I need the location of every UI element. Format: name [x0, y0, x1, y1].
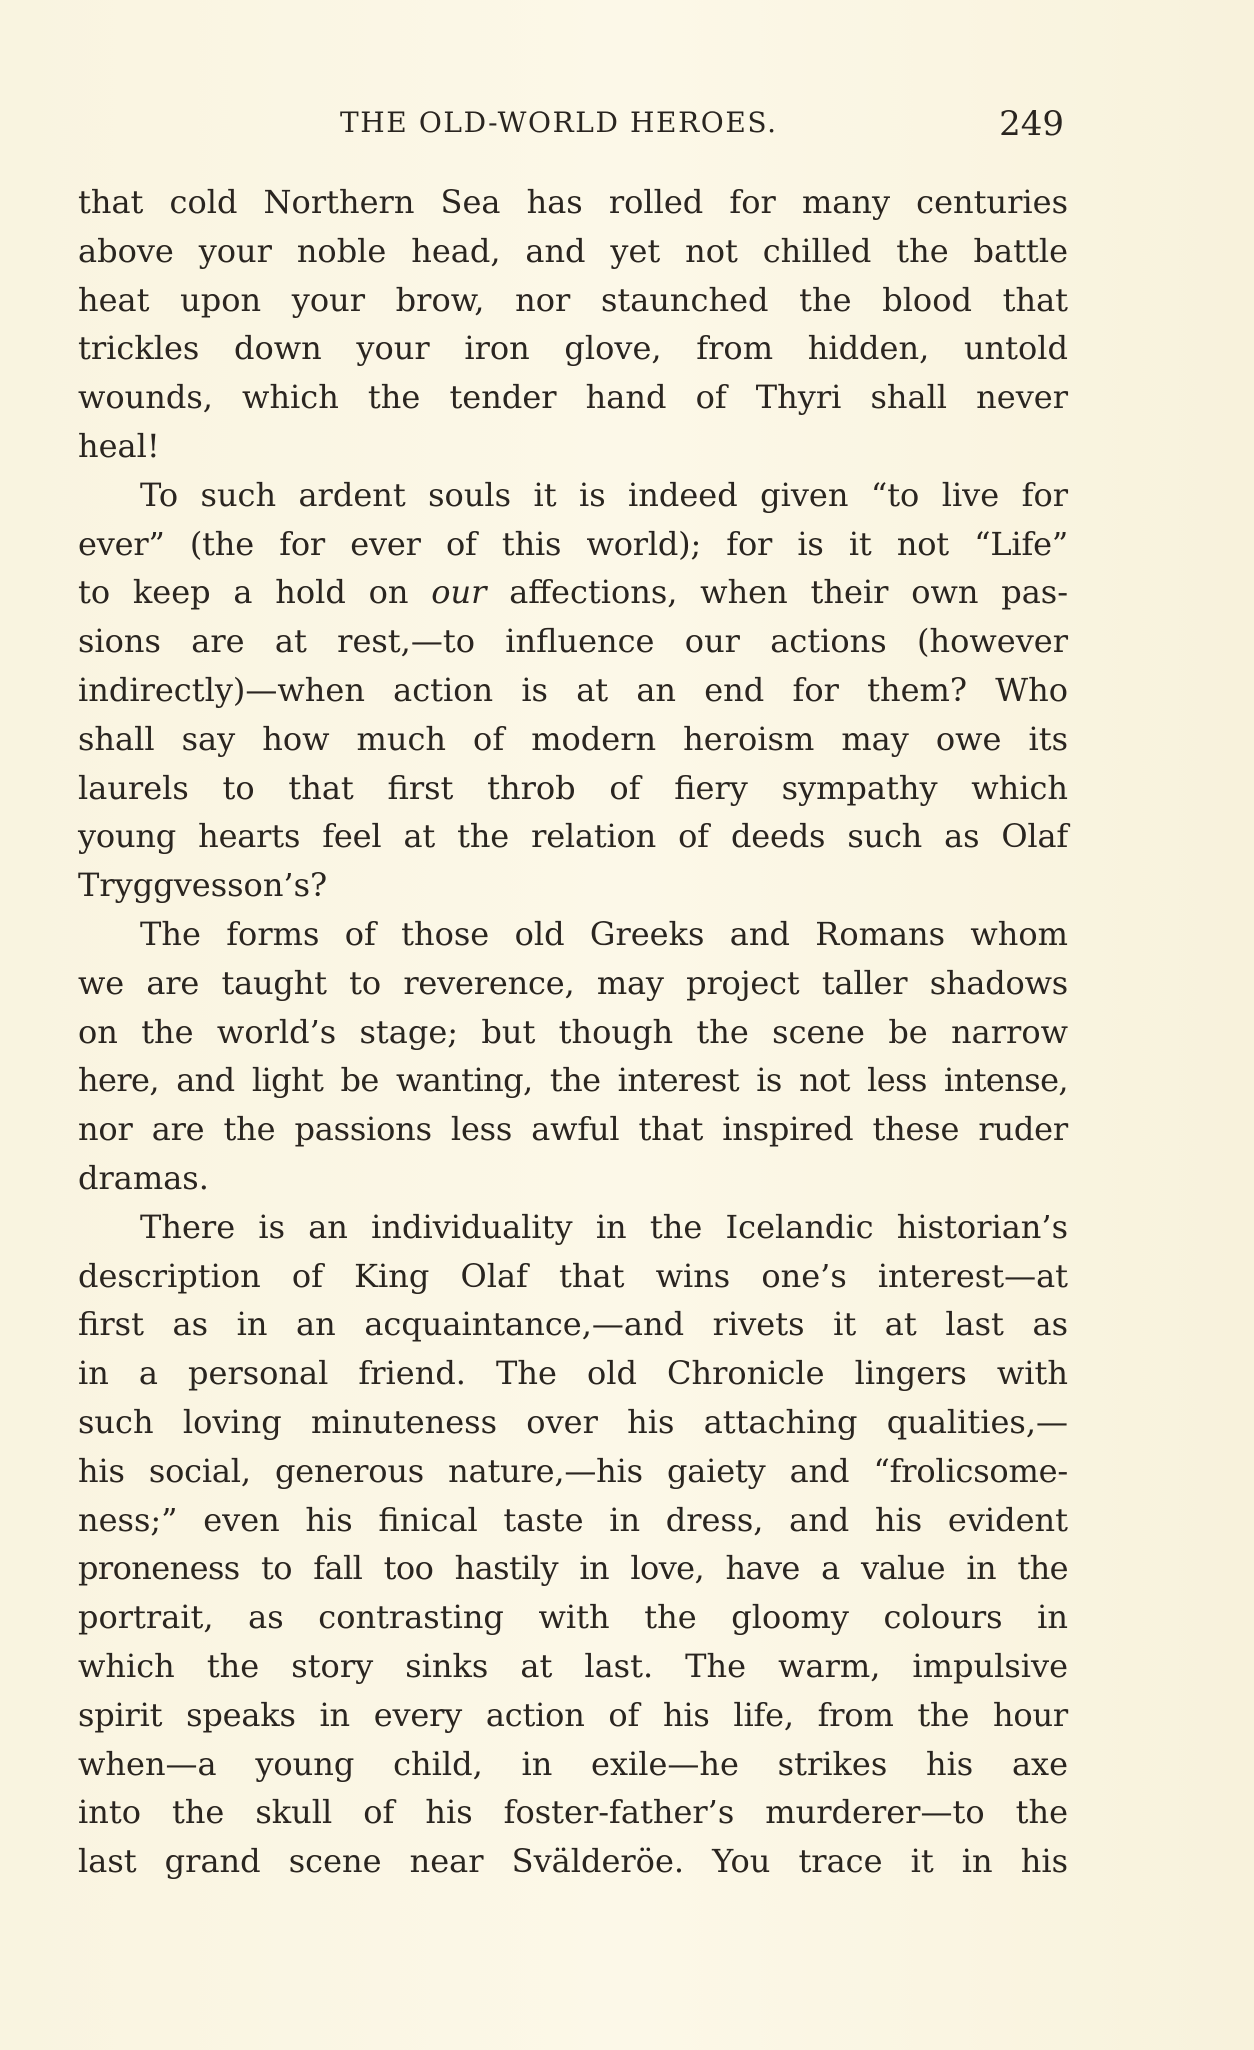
text-line: we are taught to reverence, may project taller shadows: [78, 963, 1068, 1002]
text-line: description of King Olaf that wins one’s interest—at: [78, 1256, 1068, 1295]
text-line: laurels to that first throb of fiery sympathy which: [78, 768, 1068, 807]
text-line: young hearts feel at the relation of deeds such as Olaf: [78, 817, 1068, 856]
text-segment: affections, when their own pas-: [509, 573, 1069, 612]
text-line: spirit speaks in every action of his life, from the hour: [78, 1695, 1068, 1734]
text-line: into the skull of his foster-father’s murderer—to the: [78, 1793, 1068, 1832]
text-segment: to keep a hold on: [78, 573, 409, 612]
text-line: in a personal friend. The old Chronicle lingers with: [78, 1354, 1068, 1393]
text-line: portrait, as contrasting with the gloomy colours in: [78, 1598, 1068, 1637]
text-line: shall say how much of modern heroism may owe its: [78, 719, 1068, 758]
page-header: [78, 106, 1068, 146]
text-line: indirectly)—when action is at an end for them? Who: [78, 670, 1068, 709]
text-line: wounds, which the tender hand of Thyri shall never: [78, 378, 1068, 417]
text-line: proneness to fall too hastily in love, have a value in the: [78, 1549, 1068, 1588]
text-line: first as in an acquaintance,—and rivets it at last as: [78, 1305, 1068, 1344]
text-line: heat upon your brow, nor staunched the blood that: [78, 280, 1068, 319]
text-line: which the story sinks at last. The warm, impulsive: [78, 1646, 1068, 1685]
text-line: such loving minuteness over his attaching qualities,—: [78, 1402, 1068, 1441]
text-line: above your noble head, and yet not chilled the battle: [78, 231, 1068, 270]
text-line: dramas.: [78, 1158, 209, 1197]
text-line: Tryggvesson’s?: [78, 866, 328, 905]
paragraph-start-line: To such ardent souls it is indeed given “to live for: [140, 475, 1068, 514]
text-line: on the world’s stage; but though the scene be narrow: [78, 1012, 1068, 1051]
running-title: THE OLD-WORLD HEROES.: [340, 106, 778, 139]
page-number: 249: [999, 104, 1064, 144]
paragraph-start-line: The forms of those old Greeks and Romans whom: [140, 914, 1068, 953]
text-line: trickles down your iron glove, from hidden, untold: [78, 329, 1068, 368]
text-line: ever” (the for ever of this world); for is it not “Life”: [78, 524, 1068, 563]
text-line: heal!: [78, 426, 160, 465]
paragraph-start-line: There is an individuality in the Icelandic historian’s: [140, 1207, 1068, 1246]
body-text: [78, 178, 1068, 1886]
text-line: sions are at rest,—to influence our actions (however: [78, 622, 1068, 661]
italic-word: our: [431, 573, 487, 612]
text-line: when—a young child, in exile—he strikes his axe: [78, 1744, 1068, 1783]
text-line: last grand scene near Svälderöe. You trace it in his: [78, 1842, 1068, 1881]
text-line: here, and light be wanting, the interest is not less intense,: [78, 1061, 1068, 1100]
text-line: nor are the passions less awful that inspired these ruder: [78, 1110, 1068, 1149]
text-line: his social, generous nature,—his gaiety and “frolicsome-: [78, 1451, 1068, 1490]
text-line: ness;” even his finical taste in dress, and his evident: [78, 1500, 1068, 1539]
text-line: that cold Northern Sea has rolled for many centuries: [78, 183, 1068, 221]
text-line: [78, 568, 1068, 617]
